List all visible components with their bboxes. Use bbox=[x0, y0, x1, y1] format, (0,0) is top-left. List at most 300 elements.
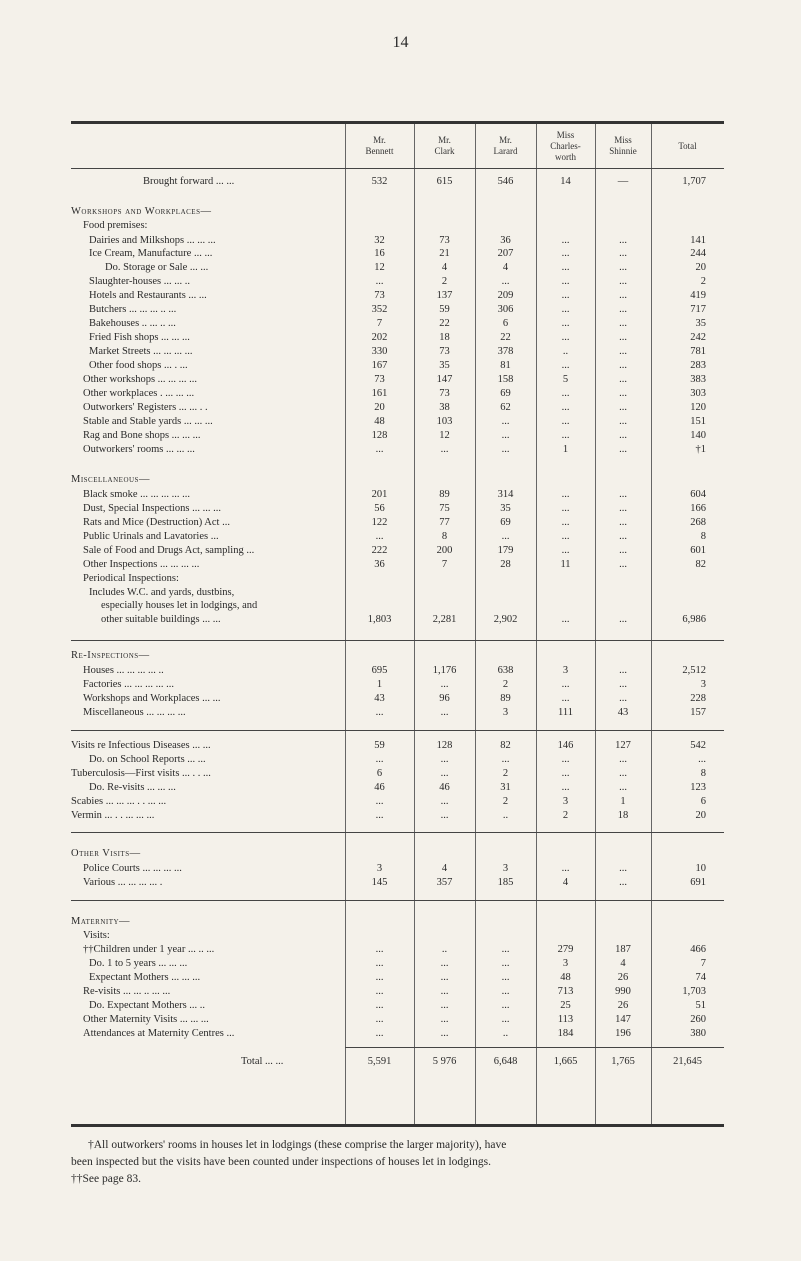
table-cell: 207 bbox=[497, 248, 514, 259]
table-cell: 69 bbox=[500, 388, 511, 399]
table-cell: 532 bbox=[371, 176, 388, 187]
table-cell: 1,703 bbox=[682, 986, 706, 997]
table-cell: 14 bbox=[560, 176, 571, 187]
table-cell: 187 bbox=[615, 944, 631, 955]
table-cell: 18 bbox=[439, 332, 450, 343]
table-cell: ... bbox=[619, 503, 627, 514]
table-cell: — bbox=[617, 176, 629, 187]
row-label: Slaughter-houses ... ... .. bbox=[89, 276, 190, 287]
table-cell: 330 bbox=[371, 346, 388, 357]
table-cell: ... bbox=[440, 1014, 449, 1025]
table-cell: 21 bbox=[439, 248, 450, 259]
table-cell: ... bbox=[619, 665, 627, 676]
table-cell: 35 bbox=[695, 318, 706, 329]
table-cell: ... bbox=[619, 318, 627, 329]
table-cell: ... bbox=[375, 1014, 384, 1025]
table-cell: 128 bbox=[436, 740, 453, 751]
row-label: Outworkers' rooms ... ... ... bbox=[83, 444, 195, 455]
table-cell: 615 bbox=[436, 176, 453, 187]
section-heading: Maternity— bbox=[71, 916, 131, 927]
table-cell: ... bbox=[619, 489, 627, 500]
table-cell: 717 bbox=[690, 304, 706, 315]
table-cell: ... bbox=[501, 986, 510, 997]
column-header bbox=[345, 135, 414, 157]
table-cell: ... bbox=[561, 416, 570, 427]
table-cell: ... bbox=[619, 360, 627, 371]
table-cell: 8 bbox=[700, 531, 706, 542]
table-row bbox=[71, 219, 724, 232]
table-cell: 43 bbox=[617, 707, 629, 718]
table-cell: 1,176 bbox=[432, 665, 457, 676]
table-cell: .. bbox=[502, 810, 509, 821]
row-label: Rats and Mice (Destruction) Act ... bbox=[83, 517, 230, 528]
table-cell: 1 bbox=[562, 444, 569, 455]
table-bottom-rule bbox=[71, 1124, 724, 1127]
table-cell: ... bbox=[619, 304, 627, 315]
table-cell: ... bbox=[501, 1014, 510, 1025]
table-row bbox=[71, 781, 724, 794]
table-cell: 8 bbox=[700, 768, 706, 779]
table-cell: 222 bbox=[371, 545, 388, 556]
table-cell: ... bbox=[619, 517, 627, 528]
table-cell: 62 bbox=[500, 402, 511, 413]
table-cell: 28 bbox=[500, 559, 511, 570]
table-cell: 96 bbox=[439, 693, 450, 704]
table-cell: ... bbox=[440, 707, 449, 718]
table-cell: 137 bbox=[436, 290, 453, 301]
row-label: Ice Cream, Manufacture ... ... bbox=[89, 248, 213, 259]
row-label: Bakehouses .. ... .. ... bbox=[89, 318, 176, 329]
table-cell: 59 bbox=[439, 304, 450, 315]
table-row bbox=[71, 443, 724, 456]
table-cell: .. bbox=[502, 1028, 509, 1039]
table-cell: 59 bbox=[374, 740, 385, 751]
table-cell: 352 bbox=[371, 304, 388, 315]
table-cell: 279 bbox=[557, 944, 574, 955]
table-cell: 3 bbox=[562, 665, 569, 676]
row-label: Other workplaces . ... ... ... bbox=[83, 388, 195, 399]
table-cell: 260 bbox=[690, 1014, 706, 1025]
table-cell: ... bbox=[619, 402, 627, 413]
table-cell: 3 bbox=[700, 679, 706, 690]
total-label: Total ... ... bbox=[241, 1056, 284, 1067]
row-label: Do. Expectant Mothers ... .. bbox=[89, 1000, 206, 1011]
table-cell: ... bbox=[561, 693, 570, 704]
table-cell: 35 bbox=[500, 503, 511, 514]
table-cell: 12 bbox=[439, 430, 450, 441]
row-label: Various ... ... ... ... . bbox=[83, 877, 163, 888]
table-cell: ... bbox=[619, 262, 627, 273]
table-cell: 7 bbox=[700, 958, 706, 969]
table-row bbox=[71, 613, 724, 626]
table-cell: 75 bbox=[439, 503, 450, 514]
table-cell: ... bbox=[375, 444, 384, 455]
table-cell: ... bbox=[561, 318, 570, 329]
table-row bbox=[71, 234, 724, 247]
table-row bbox=[71, 415, 724, 428]
table-cell: 16 bbox=[374, 248, 385, 259]
total-cell: 1,665 bbox=[553, 1056, 578, 1067]
column-header-line: Bennett bbox=[365, 146, 394, 156]
table-row bbox=[71, 971, 724, 984]
row-label: Other Inspections ... ... ... ... bbox=[83, 559, 200, 570]
table-cell: 179 bbox=[497, 545, 514, 556]
table-row bbox=[71, 739, 724, 752]
row-label: Black smoke ... ... ... ... ... bbox=[83, 489, 191, 500]
table-row bbox=[71, 359, 724, 372]
table-row bbox=[71, 429, 724, 442]
table-cell: 89 bbox=[439, 489, 450, 500]
table-cell: 7 bbox=[441, 559, 448, 570]
table-cell: 2 bbox=[502, 768, 509, 779]
table-cell: 73 bbox=[374, 290, 385, 301]
table-cell: 1,803 bbox=[367, 614, 392, 625]
table-row bbox=[71, 516, 724, 529]
table-row bbox=[71, 387, 724, 400]
table-cell: 73 bbox=[439, 235, 450, 246]
table-cell: 81 bbox=[500, 360, 511, 371]
table-cell: 73 bbox=[374, 374, 385, 385]
table-cell: 184 bbox=[557, 1028, 574, 1039]
section-heading-row bbox=[71, 847, 724, 860]
table-cell: 157 bbox=[690, 707, 706, 718]
column-header-line: Charles- bbox=[550, 141, 581, 151]
table-cell: 36 bbox=[500, 235, 511, 246]
table-cell: 127 bbox=[615, 740, 631, 751]
table-row bbox=[71, 599, 724, 612]
table-cell: ... bbox=[440, 679, 449, 690]
table-cell: 1,707 bbox=[682, 176, 706, 187]
table-cell: ... bbox=[561, 863, 570, 874]
table-row bbox=[71, 1013, 724, 1026]
table-row bbox=[71, 586, 724, 599]
table-cell: ... bbox=[440, 754, 449, 765]
section-heading-row bbox=[71, 649, 724, 662]
table-row bbox=[71, 664, 724, 677]
table-cell: ... bbox=[561, 290, 570, 301]
table-cell: ... bbox=[561, 276, 570, 287]
footnote: †All outworkers' rooms in houses let in lodgings (these comprise the larger majority), have bbox=[88, 1139, 507, 1151]
table-cell: 145 bbox=[371, 877, 388, 888]
table-cell: 38 bbox=[439, 402, 450, 413]
table-cell: ... bbox=[375, 796, 384, 807]
total-cell: 5 976 bbox=[432, 1056, 457, 1067]
row-label: Rag and Bone shops ... ... ... bbox=[83, 430, 201, 441]
table-cell: ... bbox=[619, 235, 627, 246]
row-label: Periodical Inspections: bbox=[83, 573, 179, 584]
section-heading: Other Visits— bbox=[71, 848, 141, 859]
table-cell: ... bbox=[619, 444, 627, 455]
table-cell: ... bbox=[619, 614, 627, 625]
table-cell: 7 bbox=[376, 318, 383, 329]
row-label: Includes W.C. and yards, dustbins, bbox=[89, 587, 235, 598]
table-cell: ... bbox=[440, 768, 449, 779]
table-cell: 604 bbox=[690, 489, 706, 500]
table-cell: 31 bbox=[500, 782, 511, 793]
table-cell: ... bbox=[375, 707, 384, 718]
table-cell: 6 bbox=[700, 796, 706, 807]
table-cell: ... bbox=[561, 754, 570, 765]
table-cell: 357 bbox=[436, 877, 453, 888]
table-row bbox=[71, 999, 724, 1012]
table-row bbox=[71, 317, 724, 330]
table-cell: 151 bbox=[690, 416, 706, 427]
total-cell: 6,648 bbox=[493, 1056, 518, 1067]
row-label: Expectant Mothers ... ... ... bbox=[89, 972, 201, 983]
total-row bbox=[71, 1055, 724, 1068]
table-cell: 244 bbox=[690, 248, 706, 259]
table-cell: ... bbox=[375, 531, 384, 542]
table-cell: ... bbox=[619, 531, 627, 542]
table-cell: ... bbox=[619, 290, 627, 301]
table-cell: ... bbox=[561, 430, 570, 441]
table-row bbox=[71, 275, 724, 288]
row-label: Re-visits ... ... .. ... ... bbox=[83, 986, 171, 997]
table-cell: 2 bbox=[700, 276, 706, 287]
table-cell: 2,902 bbox=[493, 614, 518, 625]
table-cell: 12 bbox=[374, 262, 385, 273]
table-cell: 158 bbox=[497, 374, 514, 385]
table-cell: ... bbox=[375, 1000, 384, 1011]
table-row bbox=[71, 862, 724, 875]
table-cell: ... bbox=[440, 986, 449, 997]
table-row bbox=[71, 247, 724, 260]
table-cell: 103 bbox=[436, 416, 453, 427]
table-cell: 2 bbox=[441, 276, 448, 287]
table-row bbox=[71, 678, 724, 691]
table-cell: 242 bbox=[690, 332, 706, 343]
table-row bbox=[71, 1027, 724, 1040]
table-cell: 18 bbox=[617, 810, 629, 821]
table-cell: ... bbox=[561, 768, 570, 779]
table-row bbox=[71, 795, 724, 808]
table-cell: ... bbox=[561, 503, 570, 514]
row-label: Brought forward ... ... bbox=[143, 176, 235, 187]
table-cell: 781 bbox=[690, 346, 706, 357]
column-header-line: Miss bbox=[556, 130, 575, 140]
table-cell: ... bbox=[619, 374, 627, 385]
row-label: ††Children under 1 year ... .. ... bbox=[83, 944, 215, 955]
table-row bbox=[71, 502, 724, 515]
table-cell: 32 bbox=[374, 235, 385, 246]
table-cell: 82 bbox=[695, 559, 706, 570]
row-label: Other Maternity Visits ... ... ... bbox=[83, 1014, 209, 1025]
table-cell: 314 bbox=[497, 489, 514, 500]
table-cell: 2 bbox=[562, 810, 569, 821]
table-cell: 147 bbox=[615, 1014, 631, 1025]
table-cell: 22 bbox=[500, 332, 511, 343]
table-cell: 691 bbox=[690, 877, 706, 888]
table-cell: 73 bbox=[439, 346, 450, 357]
column-header-line: Mr. bbox=[499, 135, 512, 145]
table-row bbox=[71, 530, 724, 543]
table-cell: ... bbox=[501, 1000, 510, 1011]
table-cell: 22 bbox=[439, 318, 450, 329]
table-cell: ... bbox=[619, 430, 627, 441]
column-header-line: Mr. bbox=[373, 135, 386, 145]
column-header-line: Larard bbox=[493, 146, 518, 156]
table-cell: 26 bbox=[617, 1000, 629, 1011]
table-cell: ... bbox=[501, 531, 510, 542]
table-cell: ... bbox=[561, 531, 570, 542]
table-cell: 166 bbox=[690, 503, 706, 514]
table-cell: 122 bbox=[371, 517, 388, 528]
table-cell: 4 bbox=[562, 877, 569, 888]
table-cell: ... bbox=[561, 402, 570, 413]
table-row bbox=[71, 331, 724, 344]
table-cell: 141 bbox=[690, 235, 706, 246]
table-row bbox=[71, 692, 724, 705]
table-row bbox=[71, 558, 724, 571]
section-heading: Miscellaneous— bbox=[71, 474, 150, 485]
total-cell: 1,765 bbox=[611, 1056, 635, 1067]
table-cell: 147 bbox=[436, 374, 453, 385]
table-row bbox=[71, 985, 724, 998]
column-header-line: Shinnie bbox=[609, 146, 637, 156]
row-label: Visits re Infectious Diseases ... ... bbox=[71, 740, 211, 751]
table-cell: ... bbox=[619, 877, 627, 888]
section-heading: Re-Inspections— bbox=[71, 650, 150, 661]
row-label: Do. on School Reports ... ... bbox=[89, 754, 206, 765]
table-cell: 113 bbox=[557, 1014, 574, 1025]
column-header-line: worth bbox=[555, 152, 576, 162]
table-cell: 283 bbox=[690, 360, 706, 371]
table-cell: 2,281 bbox=[432, 614, 457, 625]
table-cell: 48 bbox=[374, 416, 385, 427]
table-cell: 6,986 bbox=[682, 614, 706, 625]
table-cell: 73 bbox=[439, 388, 450, 399]
row-label: Scabies ... ... ... . . ... ... bbox=[71, 796, 167, 807]
row-label: Visits: bbox=[83, 930, 110, 941]
table-row bbox=[71, 957, 724, 970]
table-cell: ... bbox=[375, 276, 384, 287]
table-cell: ... bbox=[501, 444, 510, 455]
table-cell: 713 bbox=[557, 986, 574, 997]
column-header-line: Total bbox=[678, 141, 697, 151]
section-heading-row bbox=[71, 473, 724, 486]
row-label: Fried Fish shops ... ... ... bbox=[89, 332, 190, 343]
table-cell: ... bbox=[561, 248, 570, 259]
row-label: Police Courts ... ... ... ... bbox=[83, 863, 182, 874]
table-cell: ... bbox=[561, 235, 570, 246]
table-cell: ... bbox=[619, 754, 627, 765]
section-rule bbox=[71, 832, 724, 833]
table-row bbox=[71, 706, 724, 719]
table-row bbox=[71, 929, 724, 942]
table-cell: 542 bbox=[690, 740, 706, 751]
row-label: Hotels and Restaurants ... ... bbox=[89, 290, 207, 301]
table-cell: 3 bbox=[562, 796, 569, 807]
table-cell: ... bbox=[561, 304, 570, 315]
table-cell: ... bbox=[561, 782, 570, 793]
table-cell: †1 bbox=[695, 444, 706, 455]
table-cell: 69 bbox=[500, 517, 511, 528]
table-row bbox=[71, 373, 724, 386]
table-cell: 303 bbox=[690, 388, 706, 399]
table-cell: 35 bbox=[439, 360, 450, 371]
section-heading-row bbox=[71, 205, 724, 218]
row-label: Do. Re-visits ... ... ... bbox=[89, 782, 176, 793]
table-row bbox=[71, 544, 724, 557]
table-cell: 120 bbox=[690, 402, 706, 413]
table-cell: 123 bbox=[690, 782, 706, 793]
header-rule bbox=[71, 168, 724, 169]
row-label: Vermin ... . . ... ... ... bbox=[71, 810, 155, 821]
table-cell: 185 bbox=[497, 877, 514, 888]
table-cell: ... bbox=[440, 1028, 449, 1039]
row-label: Houses ... ... ... ... .. bbox=[83, 665, 164, 676]
table-cell: 2,512 bbox=[682, 665, 706, 676]
table-cell: ... bbox=[619, 863, 627, 874]
row-label: Tuberculosis—First visits ... . . ... bbox=[71, 768, 211, 779]
table-cell: 51 bbox=[695, 1000, 706, 1011]
table-cell: 268 bbox=[690, 517, 706, 528]
table-cell: ... bbox=[619, 248, 627, 259]
table-cell: ... bbox=[561, 332, 570, 343]
table-cell: ... bbox=[561, 517, 570, 528]
table-cell: 2 bbox=[502, 796, 509, 807]
table-row bbox=[71, 175, 724, 188]
page-number: 14 bbox=[392, 34, 409, 51]
row-label: Public Urinals and Lavatories ... bbox=[83, 531, 219, 542]
table-cell: 3 bbox=[502, 707, 509, 718]
table-cell: ... bbox=[619, 559, 627, 570]
row-label: Dairies and Milkshops ... ... ... bbox=[89, 235, 216, 246]
row-label: Factories ... ... ... ... ... bbox=[83, 679, 174, 690]
table-cell: 196 bbox=[615, 1028, 631, 1039]
table-row bbox=[71, 767, 724, 780]
total-cell: 5,591 bbox=[367, 1056, 392, 1067]
table-cell: ... bbox=[501, 958, 510, 969]
table-cell: ... bbox=[619, 545, 627, 556]
section-heading-row bbox=[71, 915, 724, 928]
row-label: Dust, Special Inspections ... ... ... bbox=[83, 503, 221, 514]
table-cell: 3 bbox=[376, 863, 383, 874]
column-header bbox=[595, 135, 651, 157]
table-cell: 46 bbox=[439, 782, 450, 793]
table-cell: ... bbox=[501, 944, 510, 955]
row-label: Do. Storage or Sale ... ... bbox=[105, 262, 209, 273]
table-cell: ... bbox=[375, 810, 384, 821]
table-cell: 46 bbox=[374, 782, 385, 793]
footnote: ††See page 83. bbox=[71, 1173, 141, 1185]
table-cell: ... bbox=[619, 679, 627, 690]
column-header bbox=[651, 141, 724, 152]
table-row bbox=[71, 572, 724, 585]
table-cell: 11 bbox=[560, 559, 571, 570]
column-header-line: Mr. bbox=[438, 135, 451, 145]
table-cell: 10 bbox=[695, 863, 706, 874]
total-cell: 21,645 bbox=[673, 1056, 702, 1067]
table-cell: 128 bbox=[371, 430, 388, 441]
table-cell: ... bbox=[501, 754, 510, 765]
table-cell: 167 bbox=[371, 360, 388, 371]
table-cell: 990 bbox=[615, 986, 631, 997]
table-cell: ... bbox=[375, 986, 384, 997]
table-cell: ... bbox=[561, 262, 570, 273]
table-cell: 378 bbox=[497, 346, 514, 357]
table-cell: ... bbox=[440, 1000, 449, 1011]
table-cell: ... bbox=[440, 972, 449, 983]
row-label: Other food shops ... . ... bbox=[89, 360, 188, 371]
table-cell: .. bbox=[441, 944, 448, 955]
table-cell: 74 bbox=[695, 972, 706, 983]
row-label: Butchers ... ... ... .. ... bbox=[89, 304, 177, 315]
table-cell: 77 bbox=[439, 517, 450, 528]
table-cell: 6 bbox=[502, 318, 509, 329]
table-cell: 146 bbox=[557, 740, 574, 751]
table-cell: 4 bbox=[502, 262, 509, 273]
